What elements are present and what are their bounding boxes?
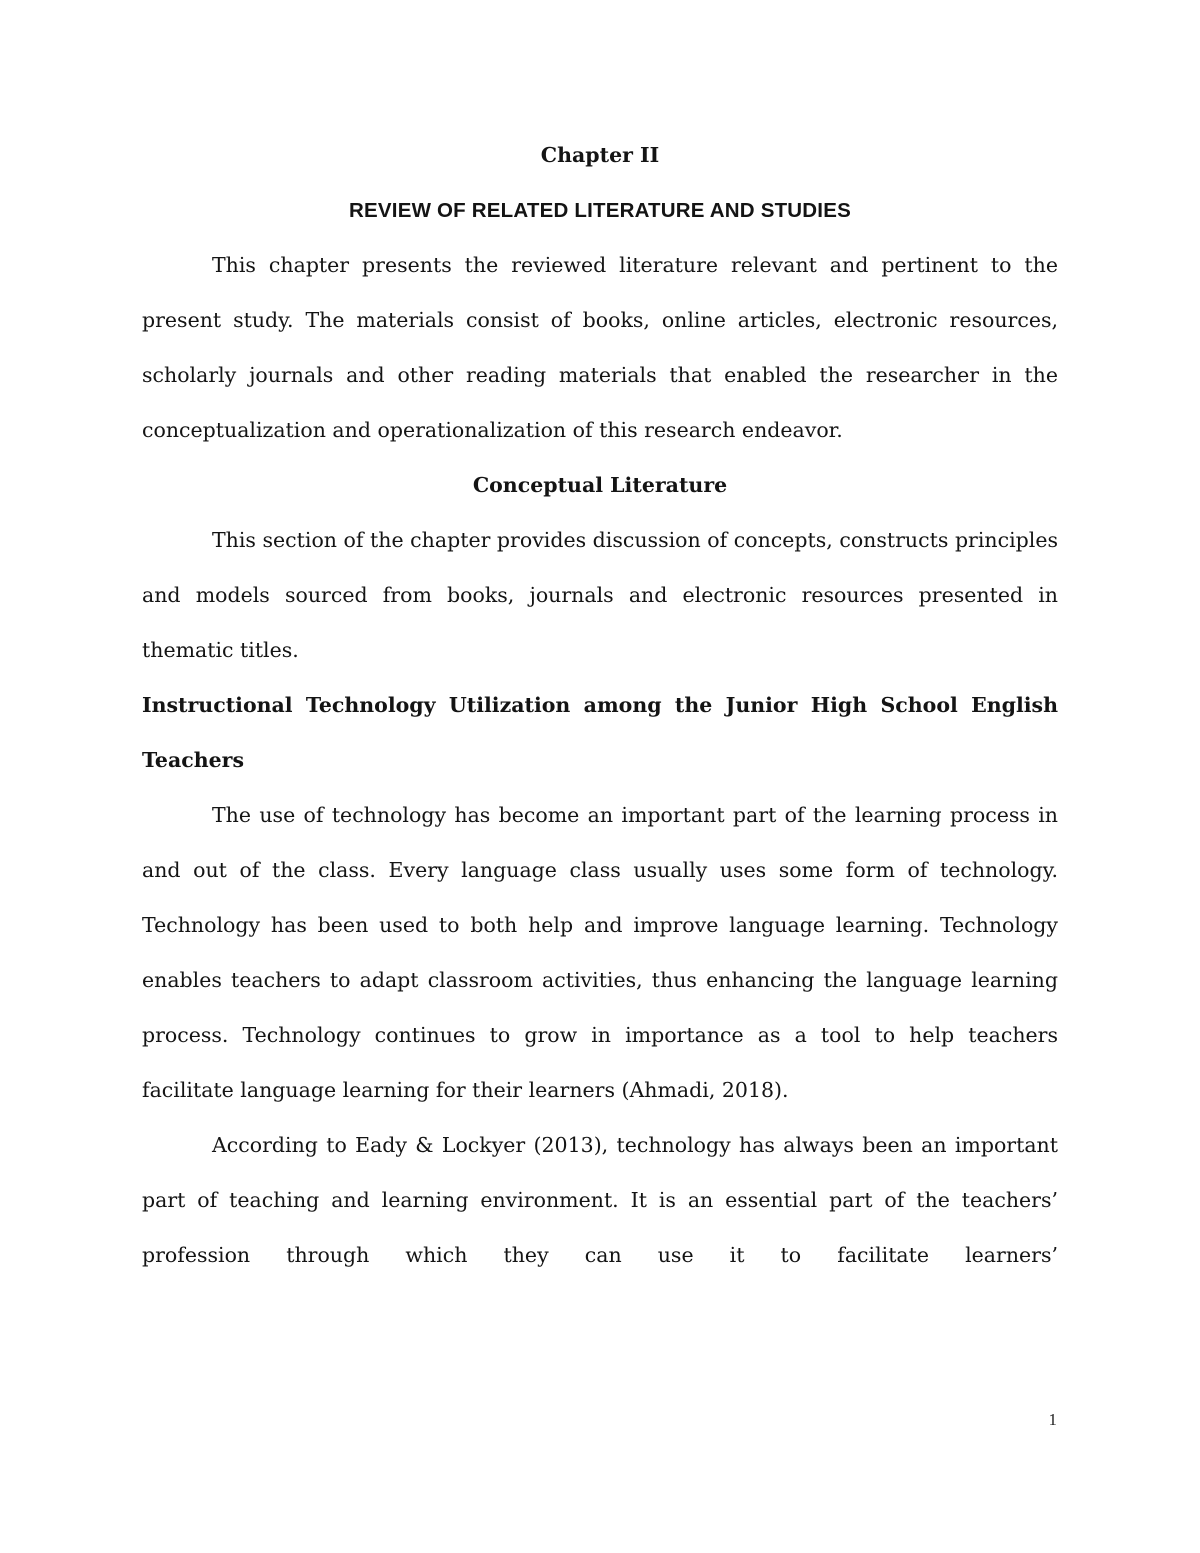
section-intro-paragraph: This section of the chapter provides discussion of concepts, constructs principles and models sourced from books, journals and electronic resources presented in thematic titles. bbox=[142, 528, 1058, 662]
chapter-title: Chapter II bbox=[540, 143, 660, 167]
page-number: 1 bbox=[1048, 1410, 1057, 1429]
intro-paragraph: This chapter presents the reviewed literature relevant and pertinent to the present study. The materials consist of books, online articles, electronic resources, scholarly journals and other reading materials that enabled the researcher in the conceptualization and operationalization of this research endeavor. bbox=[142, 253, 1058, 442]
section-title: Conceptual Literature bbox=[472, 473, 728, 497]
page-content bbox=[142, 128, 1058, 1283]
body-paragraph-2: According to Eady & Lockyer (2013), technology has always been an important part of teaching and learning environment. It is an essential part of the teachers’ profession through which they can use it to facilitate learners’ bbox=[142, 1133, 1058, 1267]
chapter-subtitle: REVIEW OF RELATED LITERATURE AND STUDIES bbox=[349, 199, 851, 222]
subsection-title: Instructional Technology Utilization among the Junior High School English Teachers bbox=[142, 693, 1058, 772]
body-paragraph-1: The use of technology has become an important part of the learning process in and out of the class. Every language class usually uses some form of technology. Technology has been used to both help and improve language learning. Technology enables teachers to adapt classroom activities, thus enhancing the language learning process. Technology continues to grow in importance as a tool to help teachers facilitate language learning for their learners (Ahmadi, 2018). bbox=[142, 803, 1058, 1102]
